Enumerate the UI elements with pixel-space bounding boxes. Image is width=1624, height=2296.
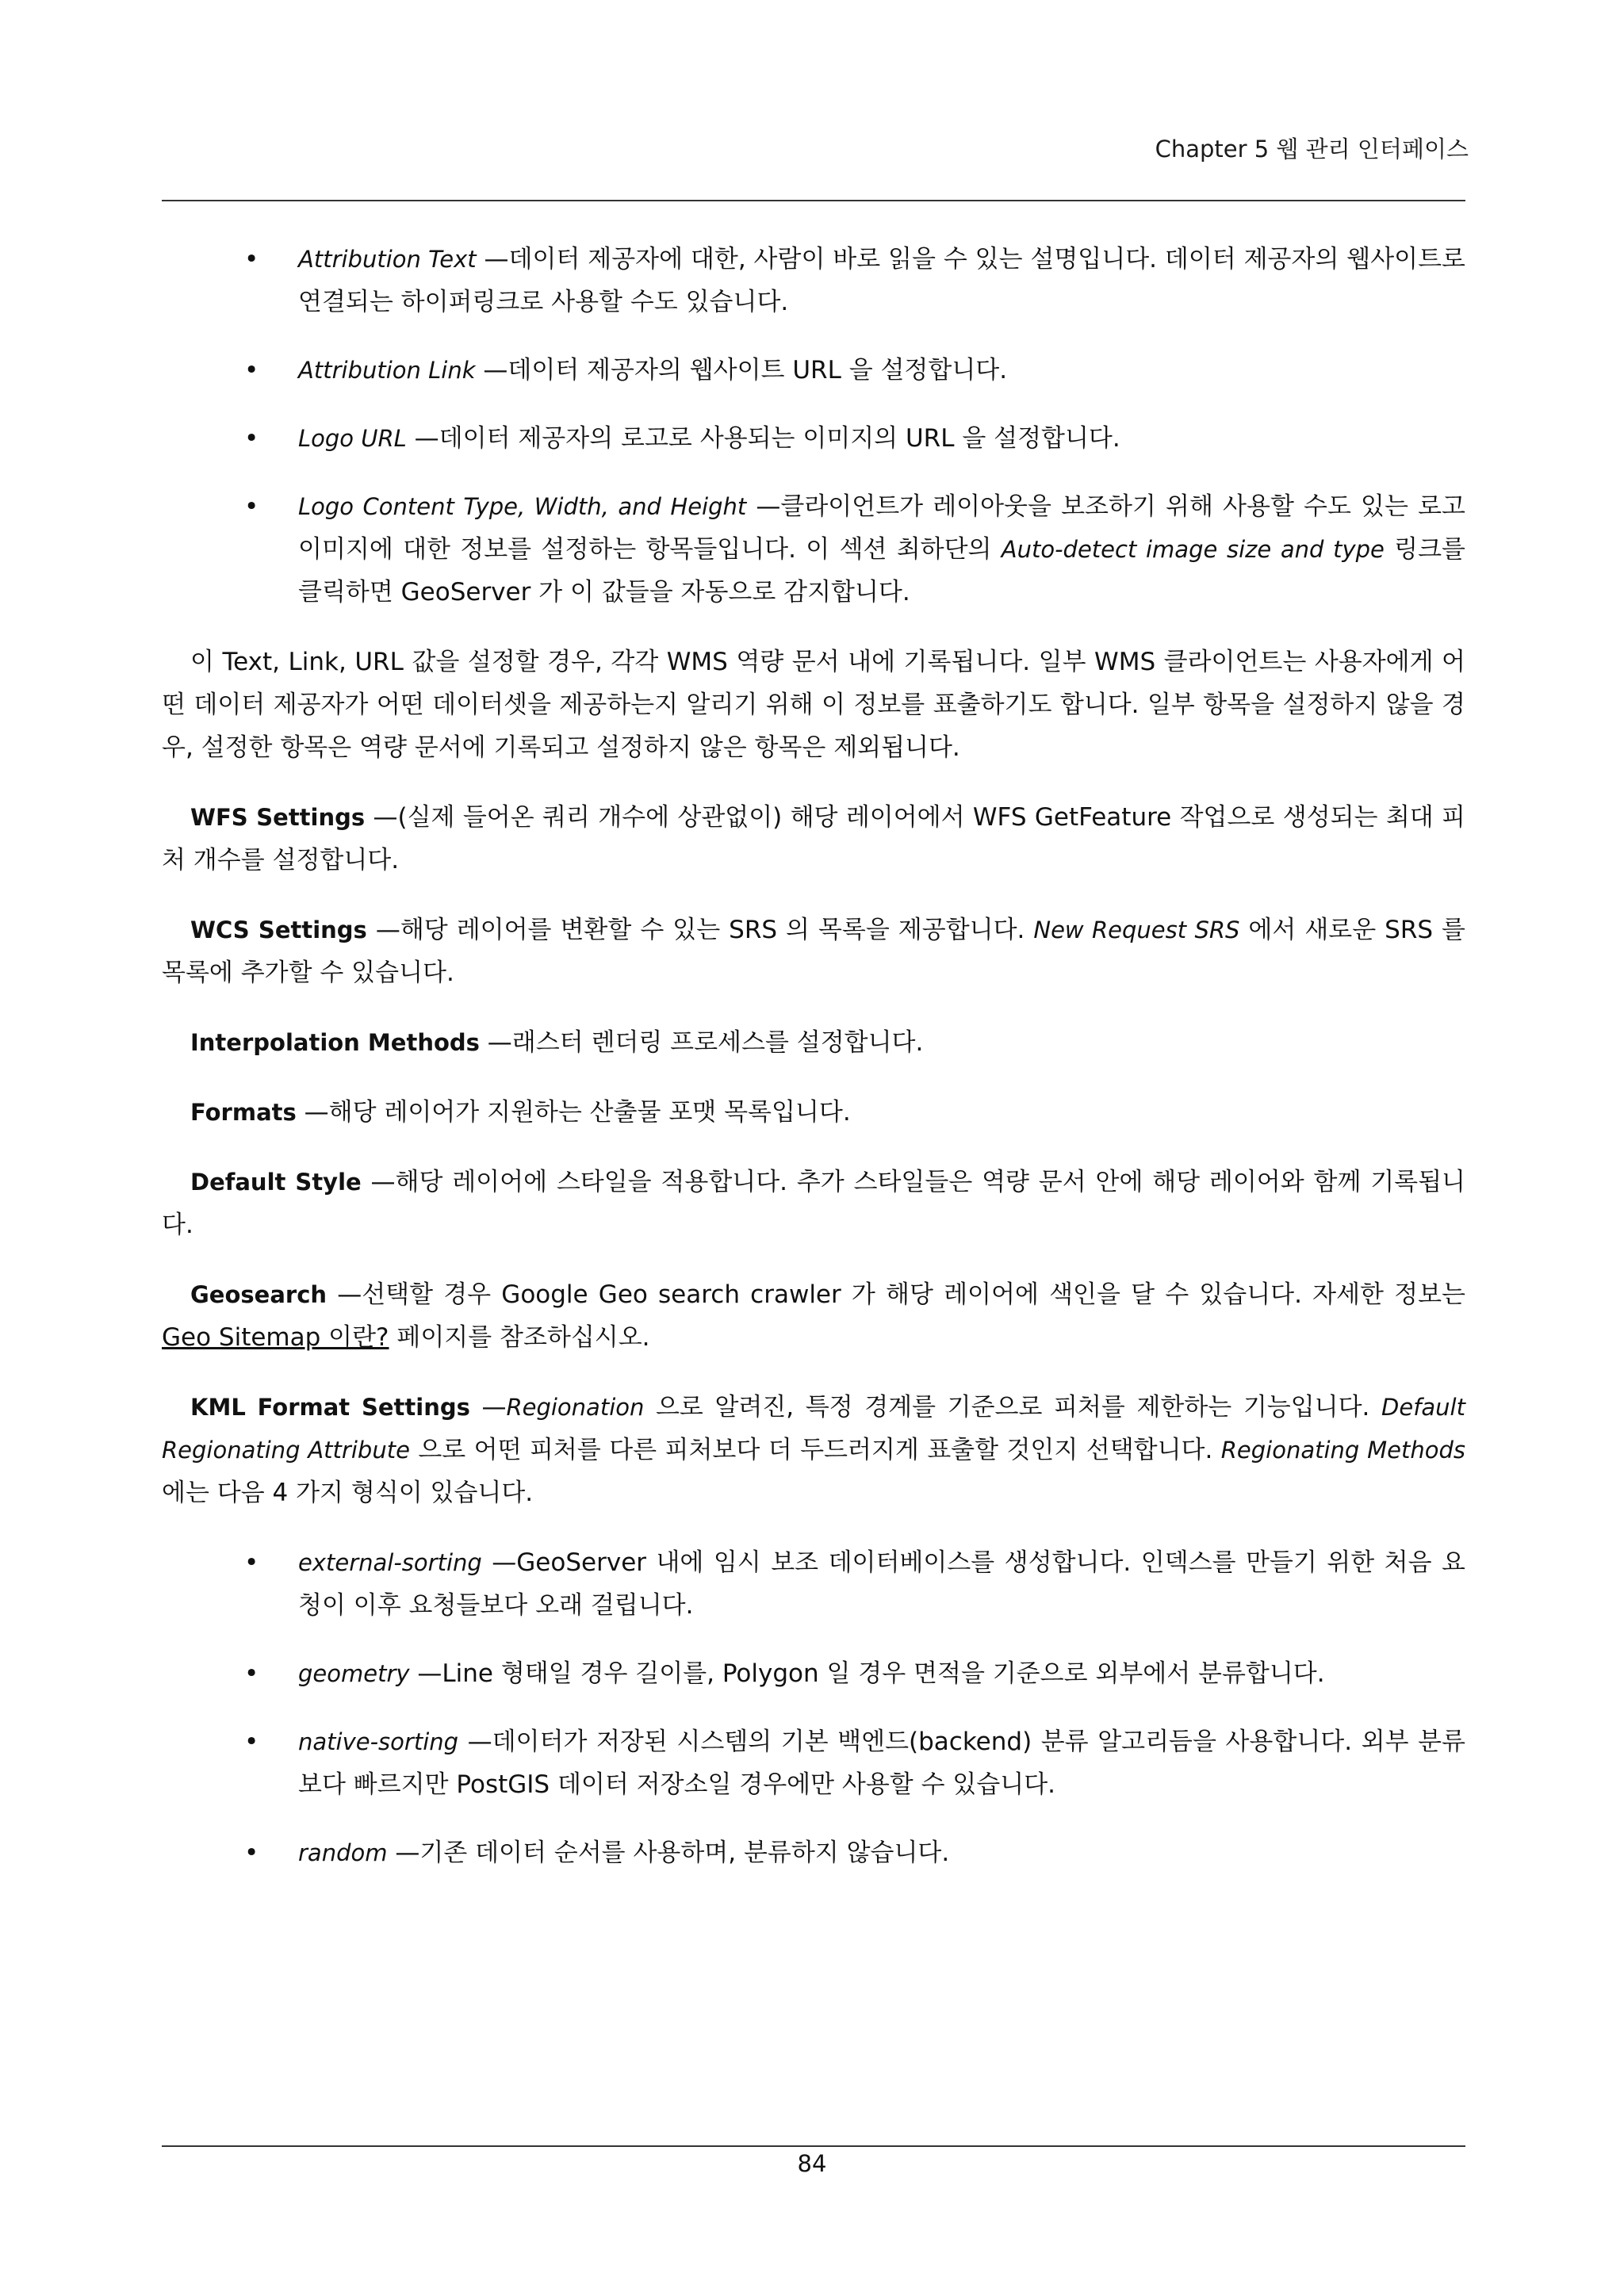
- regionating-methods-list: [162, 1541, 1465, 1874]
- default-style-paragraph: [162, 1161, 1465, 1246]
- regionation-term: Regionation: [506, 1394, 645, 1421]
- geosearch-paragraph: [162, 1273, 1465, 1359]
- kml-settings-paragraph: [162, 1386, 1465, 1514]
- term-auto-detect: Auto-detect image size and type: [1001, 536, 1385, 563]
- geosearch-label: Geosearch: [190, 1281, 327, 1308]
- formats-paragraph: [162, 1091, 1465, 1134]
- new-request-srs-term: New Request SRS: [1033, 916, 1240, 943]
- description: —데이터가 저장된 시스템의 기본 백엔드(backend) 분류 알고리듬을 사용합니다. 외부 분류보다 빠르지만 PostGIS 데이터 저장소일 경우에만 사용할 수 있습니다.: [298, 1728, 1465, 1799]
- geosearch-text: —선택할 경우 Google Geo search crawler 가 해당 레이어에 색인을 달 수 있습니다. 자세한 정보는: [327, 1280, 1465, 1309]
- term: Attribution Text: [298, 246, 477, 273]
- description: —기존 데이터 순서를 사용하며, 분류하지 않습니다.: [387, 1839, 950, 1867]
- term: external-sorting: [298, 1549, 482, 1576]
- page-body: [162, 238, 1465, 1874]
- description: 링크를 클릭하면 GeoServer 가 이 값들을 자동으로 감지합니다.: [298, 535, 1465, 607]
- interpolation-label: Interpolation Methods: [190, 1029, 480, 1056]
- footer-divider: [162, 2145, 1465, 2147]
- default-style-text: —해당 레이어에 스타일을 적용합니다. 추가 스타일들은 역량 문서 안에 해당 레이어와 함께 기록됩니다.: [162, 1168, 1466, 1239]
- list-item-attribution-text: [162, 238, 1465, 323]
- wcs-settings-paragraph: [162, 909, 1465, 994]
- term: Logo Content Type, Width, and Height: [298, 493, 747, 520]
- list-item-logo-url: [162, 417, 1465, 460]
- formats-text: —해당 레이어가 지원하는 산출물 포맷 목록입니다.: [296, 1098, 851, 1127]
- geo-sitemap-link[interactable]: Geo Sitemap 이란?: [162, 1323, 389, 1352]
- kml-dash: —: [469, 1393, 507, 1422]
- page-number: 84: [797, 2150, 827, 2177]
- kml-text-2: 으로 어떤 피처를 다른 피처보다 더 두드러지게 표출할 것인지 선택합니다.: [409, 1436, 1221, 1464]
- regionating-methods-term: Regionating Methods: [1220, 1437, 1465, 1464]
- list-item-geometry: [162, 1652, 1465, 1695]
- term: Logo URL: [298, 425, 407, 452]
- header-divider: [162, 200, 1465, 201]
- list-item-external-sorting: [162, 1541, 1465, 1627]
- description: —Line 형태일 경우 길이를, Polygon 일 경우 면적을 기준으로 외부에서 분류합니다.: [409, 1659, 1325, 1688]
- intro-paragraph: 이 Text, Link, URL 값을 설정할 경우, 각각 WMS 역량 문서 내에 기록됩니다. 일부 WMS 클라이언트는 사용자에게 어떤 데이터 제공자가 어떤 데이터셋을 제공하는지 알리기 위해 이 정보를 표출하기도 합니다. 일부 항목을 설정하지 않을 경우, 설정한 항목은 역량 문서에 기록되고 설정하지 않은 항목은 제외됩니다.: [162, 648, 1465, 762]
- kml-text: 으로 알려진, 특정 경계를 기준으로 피처를 제한하는 기능입니다.: [644, 1393, 1382, 1422]
- description: —클라이언트가 레이아웃을 보조하기 위해 사용할 수도 있는 로고 이미지에 대한 정보를 설정하는 항목들입니다. 이 섹션 최하단의: [298, 492, 1465, 564]
- kml-settings-label: KML Format Settings: [190, 1394, 470, 1421]
- list-item-random: [162, 1831, 1465, 1874]
- term: random: [298, 1839, 388, 1866]
- list-item-logo-content: [162, 485, 1465, 614]
- term: Attribution Link: [298, 357, 476, 384]
- kml-text-3: 에는 다음 4 가지 형식이 있습니다.: [162, 1479, 534, 1507]
- running-header: Chapter 5 웹 관리 인터페이스: [1155, 136, 1469, 163]
- wcs-settings-text: —해당 레이어를 변환할 수 있는 SRS 의 목록을 제공합니다.: [366, 916, 1034, 944]
- default-style-label: Default Style: [190, 1169, 362, 1196]
- formats-label: Formats: [190, 1099, 297, 1126]
- default-regionating-attribute-term: Default Regionating Attribute: [162, 1394, 1465, 1464]
- interpolation-paragraph: [162, 1021, 1465, 1064]
- attribution-list: [162, 238, 1465, 614]
- list-item-attribution-link: [162, 349, 1465, 392]
- description: —데이터 제공자의 웹사이트 URL 을 설정합니다.: [475, 356, 1008, 385]
- wfs-settings-text: —(실제 들어온 쿼리 개수에 상관없이) 해당 레이어에서 WFS GetFeature 작업으로 생성되는 최대 피처 개수를 설정합니다.: [162, 803, 1465, 874]
- wcs-settings-label: WCS Settings: [190, 916, 367, 943]
- term: native-sorting: [298, 1728, 459, 1755]
- description: —데이터 제공자의 로고로 사용되는 이미지의 URL 을 설정합니다.: [406, 424, 1120, 453]
- wfs-settings-label: WFS Settings: [190, 804, 366, 831]
- list-item-native-sorting: [162, 1720, 1465, 1806]
- wfs-settings-paragraph: [162, 796, 1465, 882]
- term: geometry: [298, 1660, 410, 1687]
- description: —데이터 제공자에 대한, 사람이 바로 읽을 수 있는 설명입니다. 데이터 제공자의 웹사이트로 연결되는 하이퍼링크로 사용할 수도 있습니다.: [298, 245, 1465, 316]
- wcs-settings-text-2: 에서 새로운 SRS 를 목록에 추가할 수 있습니다.: [162, 916, 1465, 987]
- interpolation-text: —래스터 렌더링 프로세스를 설정합니다.: [479, 1028, 924, 1057]
- description: —GeoServer 내에 임시 보조 데이터베이스를 생성합니다. 인덱스를 만들기 위한 처음 요청이 이후 요청들보다 오래 걸립니다.: [298, 1548, 1465, 1620]
- geosearch-text-2: 페이지를 참조하십시오.: [389, 1323, 650, 1352]
